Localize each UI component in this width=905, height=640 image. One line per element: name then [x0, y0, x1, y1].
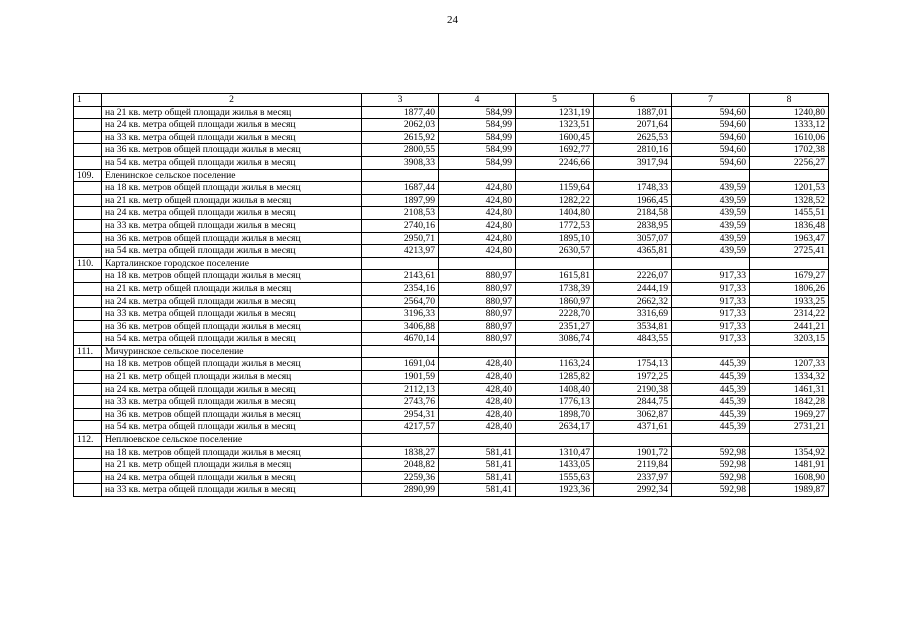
area-description: на 54 кв. метра общей площади жилья в месяц	[102, 421, 362, 434]
value-cell-col-4: 880,97	[439, 308, 516, 321]
value-cell-col-4: 428,40	[439, 383, 516, 396]
area-description: на 21 кв. метр общей площади жилья в месяц	[102, 459, 362, 472]
value-cell-col-3: 2108,53	[362, 207, 439, 220]
value-cell-col-6: 2184,58	[594, 207, 672, 220]
value-cell-col-6: 1754,13	[594, 358, 672, 371]
value-cell-col-7: 917,33	[672, 320, 750, 333]
column-header-5: 5	[516, 94, 594, 107]
settlement-name: Мичуринское сельское поселение	[102, 345, 362, 358]
settlement-name: Неплюевское сельское поселение	[102, 434, 362, 447]
value-cell-col-8: 1608,90	[750, 471, 829, 484]
value-cell-col-4: 424,80	[439, 232, 516, 245]
value-cell-col-4: 424,80	[439, 219, 516, 232]
area-description: на 18 кв. метров общей площади жилья в месяц	[102, 182, 362, 195]
table-body	[74, 106, 829, 496]
value-cell-col-8: 3203,15	[750, 333, 829, 346]
value-cell-col-5: 1776,13	[516, 396, 594, 409]
value-cell-col-4: 428,40	[439, 408, 516, 421]
value-cell-col-4: 880,97	[439, 333, 516, 346]
value-cell-col-7: 592,98	[672, 484, 750, 497]
table-row	[74, 459, 829, 472]
table-row	[74, 106, 829, 119]
table-row	[74, 119, 829, 132]
row-number	[74, 396, 102, 409]
value-cell-col-3: 4217,57	[362, 421, 439, 434]
row-number	[74, 119, 102, 132]
value-cell-col-7: 594,60	[672, 131, 750, 144]
value-cell-col-5	[516, 257, 594, 270]
value-cell-col-6: 3534,81	[594, 320, 672, 333]
value-cell-col-4: 424,80	[439, 207, 516, 220]
value-cell-col-4: 428,40	[439, 421, 516, 434]
value-cell-col-5: 1692,77	[516, 144, 594, 157]
row-number	[74, 295, 102, 308]
page-number: 24	[447, 14, 458, 26]
value-cell-col-8: 2256,27	[750, 156, 829, 169]
table-row	[74, 446, 829, 459]
row-number	[74, 308, 102, 321]
column-header-8: 8	[750, 94, 829, 107]
value-cell-col-5: 1310,47	[516, 446, 594, 459]
row-number	[74, 371, 102, 384]
column-header-4: 4	[439, 94, 516, 107]
value-cell-col-5: 2634,17	[516, 421, 594, 434]
table-row	[74, 156, 829, 169]
area-description: на 33 кв. метра общей площади жилья в месяц	[102, 396, 362, 409]
area-description: на 54 кв. метра общей площади жилья в месяц	[102, 245, 362, 258]
value-cell-col-8: 1702,38	[750, 144, 829, 157]
area-description: на 36 кв. метров общей площади жилья в месяц	[102, 232, 362, 245]
value-cell-col-3: 3908,33	[362, 156, 439, 169]
table-row	[74, 207, 829, 220]
value-cell-col-7	[672, 257, 750, 270]
value-cell-col-3	[362, 257, 439, 270]
value-cell-col-6: 2844,75	[594, 396, 672, 409]
value-cell-col-4: 584,99	[439, 156, 516, 169]
value-cell-col-3: 2740,16	[362, 219, 439, 232]
value-cell-col-4: 581,41	[439, 446, 516, 459]
table-row	[74, 182, 829, 195]
value-cell-col-4: 880,97	[439, 270, 516, 283]
value-cell-col-3: 1897,99	[362, 194, 439, 207]
value-cell-col-3	[362, 434, 439, 447]
value-cell-col-3: 4213,97	[362, 245, 439, 258]
row-number	[74, 421, 102, 434]
table-row	[74, 383, 829, 396]
area-description: на 24 кв. метра общей площади жилья в месяц	[102, 383, 362, 396]
row-number	[74, 219, 102, 232]
value-cell-col-7: 592,98	[672, 471, 750, 484]
value-cell-col-7: 439,59	[672, 194, 750, 207]
value-cell-col-6: 4371,61	[594, 421, 672, 434]
value-cell-col-5: 1285,82	[516, 371, 594, 384]
value-cell-col-5: 1738,39	[516, 282, 594, 295]
value-cell-col-3: 1877,40	[362, 106, 439, 119]
row-number	[74, 383, 102, 396]
value-cell-col-7: 439,59	[672, 245, 750, 258]
value-cell-col-4: 581,41	[439, 471, 516, 484]
value-cell-col-8: 1969,27	[750, 408, 829, 421]
value-cell-col-5: 1895,10	[516, 232, 594, 245]
value-cell-col-6: 3057,07	[594, 232, 672, 245]
value-cell-col-7: 592,98	[672, 446, 750, 459]
area-description: на 21 кв. метр общей площади жилья в месяц	[102, 106, 362, 119]
value-cell-col-3: 2062,03	[362, 119, 439, 132]
area-description: на 18 кв. метров общей площади жилья в месяц	[102, 358, 362, 371]
value-cell-col-6: 2071,64	[594, 119, 672, 132]
area-description: на 21 кв. метр общей площади жилья в месяц	[102, 371, 362, 384]
value-cell-col-3: 2950,71	[362, 232, 439, 245]
table-row	[74, 396, 829, 409]
value-cell-col-8: 1333,12	[750, 119, 829, 132]
value-cell-col-5: 1772,53	[516, 219, 594, 232]
value-cell-col-3: 2615,92	[362, 131, 439, 144]
table-row	[74, 471, 829, 484]
value-cell-col-8: 1334,32	[750, 371, 829, 384]
value-cell-col-7: 917,33	[672, 295, 750, 308]
row-number	[74, 194, 102, 207]
value-cell-col-4: 424,80	[439, 182, 516, 195]
value-cell-col-8: 1963,47	[750, 232, 829, 245]
value-cell-col-6	[594, 257, 672, 270]
value-cell-col-7: 445,39	[672, 371, 750, 384]
area-description: на 21 кв. метр общей площади жилья в месяц	[102, 194, 362, 207]
value-cell-col-7: 917,33	[672, 270, 750, 283]
value-cell-col-8: 1806,26	[750, 282, 829, 295]
value-cell-col-4: 880,97	[439, 320, 516, 333]
value-cell-col-5: 1163,24	[516, 358, 594, 371]
value-cell-col-5: 2228,70	[516, 308, 594, 321]
table-row	[74, 270, 829, 283]
value-cell-col-5: 1898,70	[516, 408, 594, 421]
value-cell-col-4: 880,97	[439, 282, 516, 295]
value-cell-col-4: 584,99	[439, 119, 516, 132]
value-cell-col-8: 1989,87	[750, 484, 829, 497]
row-number	[74, 358, 102, 371]
value-cell-col-5: 1600,45	[516, 131, 594, 144]
table-row	[74, 295, 829, 308]
value-cell-col-3	[362, 169, 439, 182]
value-cell-col-5: 2246,66	[516, 156, 594, 169]
value-cell-col-8: 1610,06	[750, 131, 829, 144]
value-cell-col-4: 584,99	[439, 106, 516, 119]
value-cell-col-7: 594,60	[672, 119, 750, 132]
value-cell-col-7: 439,59	[672, 182, 750, 195]
table-row	[74, 219, 829, 232]
tariff-table	[73, 93, 829, 497]
value-cell-col-6: 3062,87	[594, 408, 672, 421]
value-cell-col-3: 1691,04	[362, 358, 439, 371]
area-description: на 18 кв. метров общей площади жилья в месяц	[102, 446, 362, 459]
section-row	[74, 345, 829, 358]
value-cell-col-3: 1901,59	[362, 371, 439, 384]
value-cell-col-7: 917,33	[672, 282, 750, 295]
area-description: на 18 кв. метров общей площади жилья в месяц	[102, 270, 362, 283]
row-number	[74, 232, 102, 245]
value-cell-col-3: 1687,44	[362, 182, 439, 195]
value-cell-col-6: 2119,84	[594, 459, 672, 472]
value-cell-col-5: 1231,19	[516, 106, 594, 119]
table-row	[74, 232, 829, 245]
settlement-name: Еленинское сельское поселение	[102, 169, 362, 182]
value-cell-col-4: 428,40	[439, 396, 516, 409]
value-cell-col-5: 2351,27	[516, 320, 594, 333]
value-cell-col-8: 1933,25	[750, 295, 829, 308]
value-cell-col-3: 1838,27	[362, 446, 439, 459]
value-cell-col-6: 1748,33	[594, 182, 672, 195]
value-cell-col-6: 2810,16	[594, 144, 672, 157]
value-cell-col-3: 2890,99	[362, 484, 439, 497]
value-cell-col-6: 3316,69	[594, 308, 672, 321]
table-row	[74, 320, 829, 333]
column-header-3: 3	[362, 94, 439, 107]
value-cell-col-5: 1555,63	[516, 471, 594, 484]
value-cell-col-4: 584,99	[439, 131, 516, 144]
value-cell-col-3: 4670,14	[362, 333, 439, 346]
row-number	[74, 471, 102, 484]
row-number	[74, 270, 102, 283]
value-cell-col-8	[750, 257, 829, 270]
value-cell-col-4: 428,40	[439, 358, 516, 371]
row-number	[74, 245, 102, 258]
table-row	[74, 333, 829, 346]
section-row	[74, 257, 829, 270]
area-description: на 33 кв. метра общей площади жилья в месяц	[102, 219, 362, 232]
value-cell-col-5: 1860,97	[516, 295, 594, 308]
value-cell-col-4	[439, 345, 516, 358]
value-cell-col-6: 2337,97	[594, 471, 672, 484]
value-cell-col-4: 581,41	[439, 459, 516, 472]
value-cell-col-7: 439,59	[672, 219, 750, 232]
row-number	[74, 484, 102, 497]
row-number	[74, 459, 102, 472]
value-cell-col-7: 917,33	[672, 333, 750, 346]
value-cell-col-5: 1433,05	[516, 459, 594, 472]
value-cell-col-5: 2630,57	[516, 245, 594, 258]
area-description: на 21 кв. метр общей площади жилья в месяц	[102, 282, 362, 295]
value-cell-col-6: 2838,95	[594, 219, 672, 232]
value-cell-col-8: 1207,33	[750, 358, 829, 371]
area-description: на 54 кв. метра общей площади жилья в месяц	[102, 333, 362, 346]
value-cell-col-7: 439,59	[672, 232, 750, 245]
value-cell-col-6: 2226,07	[594, 270, 672, 283]
value-cell-col-5: 1408,40	[516, 383, 594, 396]
value-cell-col-6: 4365,81	[594, 245, 672, 258]
value-cell-col-3: 2354,16	[362, 282, 439, 295]
settlement-name: Карталинское городское поселение	[102, 257, 362, 270]
value-cell-col-8: 1240,80	[750, 106, 829, 119]
column-header-7: 7	[672, 94, 750, 107]
value-cell-col-6	[594, 169, 672, 182]
value-cell-col-5: 3086,74	[516, 333, 594, 346]
area-description: на 36 кв. метров общей площади жилья в месяц	[102, 320, 362, 333]
value-cell-col-7: 439,59	[672, 207, 750, 220]
table-row	[74, 282, 829, 295]
value-cell-col-4	[439, 257, 516, 270]
header-row	[74, 94, 829, 107]
value-cell-col-7	[672, 345, 750, 358]
table-row	[74, 371, 829, 384]
table-row	[74, 245, 829, 258]
column-header-2: 2	[102, 94, 362, 107]
value-cell-col-8: 2731,21	[750, 421, 829, 434]
value-cell-col-3: 2048,82	[362, 459, 439, 472]
value-cell-col-7: 594,60	[672, 106, 750, 119]
value-cell-col-3: 2259,36	[362, 471, 439, 484]
value-cell-col-8: 1455,51	[750, 207, 829, 220]
value-cell-col-4: 584,99	[439, 144, 516, 157]
row-number: 110.	[74, 257, 102, 270]
row-number	[74, 106, 102, 119]
value-cell-col-7: 445,39	[672, 396, 750, 409]
area-description: на 24 кв. метра общей площади жилья в месяц	[102, 119, 362, 132]
value-cell-col-3	[362, 345, 439, 358]
value-cell-col-7: 594,60	[672, 144, 750, 157]
value-cell-col-3: 2143,61	[362, 270, 439, 283]
area-description: на 33 кв. метра общей площади жилья в месяц	[102, 484, 362, 497]
value-cell-col-5: 1404,80	[516, 207, 594, 220]
value-cell-col-5	[516, 345, 594, 358]
value-cell-col-8: 1461,31	[750, 383, 829, 396]
value-cell-col-6	[594, 345, 672, 358]
value-cell-col-8: 1842,28	[750, 396, 829, 409]
area-description: на 36 кв. метров общей площади жилья в месяц	[102, 144, 362, 157]
value-cell-col-4: 424,80	[439, 245, 516, 258]
value-cell-col-8: 1354,92	[750, 446, 829, 459]
value-cell-col-3: 3196,33	[362, 308, 439, 321]
value-cell-col-7: 445,39	[672, 383, 750, 396]
value-cell-col-8: 2441,21	[750, 320, 829, 333]
value-cell-col-4: 428,40	[439, 371, 516, 384]
value-cell-col-5: 1923,36	[516, 484, 594, 497]
value-cell-col-7: 445,39	[672, 358, 750, 371]
value-cell-col-4: 424,80	[439, 194, 516, 207]
value-cell-col-6: 2625,53	[594, 131, 672, 144]
table-row	[74, 131, 829, 144]
value-cell-col-8: 1201,53	[750, 182, 829, 195]
value-cell-col-8: 1836,48	[750, 219, 829, 232]
value-cell-col-5: 1159,64	[516, 182, 594, 195]
area-description: на 24 кв. метра общей площади жилья в месяц	[102, 295, 362, 308]
row-number	[74, 320, 102, 333]
row-number	[74, 446, 102, 459]
row-number	[74, 207, 102, 220]
value-cell-col-6	[594, 434, 672, 447]
row-number	[74, 144, 102, 157]
value-cell-col-7: 594,60	[672, 156, 750, 169]
row-number	[74, 408, 102, 421]
value-cell-col-7: 445,39	[672, 408, 750, 421]
value-cell-col-6: 2190,38	[594, 383, 672, 396]
value-cell-col-6: 1887,01	[594, 106, 672, 119]
area-description: на 33 кв. метра общей площади жилья в месяц	[102, 308, 362, 321]
section-row	[74, 434, 829, 447]
table-row	[74, 308, 829, 321]
value-cell-col-7: 917,33	[672, 308, 750, 321]
value-cell-col-7	[672, 169, 750, 182]
value-cell-col-8: 1481,91	[750, 459, 829, 472]
area-description: на 24 кв. метра общей площади жилья в месяц	[102, 471, 362, 484]
value-cell-col-6: 1972,25	[594, 371, 672, 384]
value-cell-col-5: 1282,22	[516, 194, 594, 207]
value-cell-col-7: 592,98	[672, 459, 750, 472]
value-cell-col-6: 1901,72	[594, 446, 672, 459]
row-number	[74, 282, 102, 295]
value-cell-col-3: 3406,88	[362, 320, 439, 333]
value-cell-col-8: 2725,41	[750, 245, 829, 258]
value-cell-col-3: 2112,13	[362, 383, 439, 396]
value-cell-col-8: 1679,27	[750, 270, 829, 283]
value-cell-col-6: 3917,94	[594, 156, 672, 169]
row-number	[74, 131, 102, 144]
section-row	[74, 169, 829, 182]
value-cell-col-5: 1615,81	[516, 270, 594, 283]
area-description: на 54 кв. метра общей площади жилья в месяц	[102, 156, 362, 169]
value-cell-col-8: 2314,22	[750, 308, 829, 321]
value-cell-col-6: 2662,32	[594, 295, 672, 308]
value-cell-col-6: 4843,55	[594, 333, 672, 346]
value-cell-col-4	[439, 434, 516, 447]
value-cell-col-4	[439, 169, 516, 182]
row-number	[74, 156, 102, 169]
value-cell-col-8: 1328,52	[750, 194, 829, 207]
row-number: 109.	[74, 169, 102, 182]
table-row	[74, 408, 829, 421]
value-cell-col-3: 2564,70	[362, 295, 439, 308]
value-cell-col-7	[672, 434, 750, 447]
area-description: на 24 кв. метра общей площади жилья в месяц	[102, 207, 362, 220]
value-cell-col-7: 445,39	[672, 421, 750, 434]
row-number: 112.	[74, 434, 102, 447]
value-cell-col-8	[750, 434, 829, 447]
table-row	[74, 358, 829, 371]
area-description: на 36 кв. метров общей площади жилья в месяц	[102, 408, 362, 421]
table-row	[74, 484, 829, 497]
value-cell-col-5	[516, 434, 594, 447]
value-cell-col-4: 581,41	[439, 484, 516, 497]
row-number	[74, 182, 102, 195]
value-cell-col-3: 2954,31	[362, 408, 439, 421]
row-number	[74, 333, 102, 346]
column-header-6: 6	[594, 94, 672, 107]
value-cell-col-5: 1323,51	[516, 119, 594, 132]
value-cell-col-6: 2992,34	[594, 484, 672, 497]
row-number: 111.	[74, 345, 102, 358]
area-description: на 33 кв. метра общей площади жилья в месяц	[102, 131, 362, 144]
value-cell-col-4: 880,97	[439, 295, 516, 308]
value-cell-col-6: 1966,45	[594, 194, 672, 207]
table-row	[74, 144, 829, 157]
value-cell-col-3: 2743,76	[362, 396, 439, 409]
column-header-1: 1	[74, 94, 102, 107]
value-cell-col-3: 2800,55	[362, 144, 439, 157]
table-row	[74, 194, 829, 207]
table-row	[74, 421, 829, 434]
value-cell-col-5	[516, 169, 594, 182]
value-cell-col-8	[750, 345, 829, 358]
value-cell-col-8	[750, 169, 829, 182]
value-cell-col-6: 2444,19	[594, 282, 672, 295]
